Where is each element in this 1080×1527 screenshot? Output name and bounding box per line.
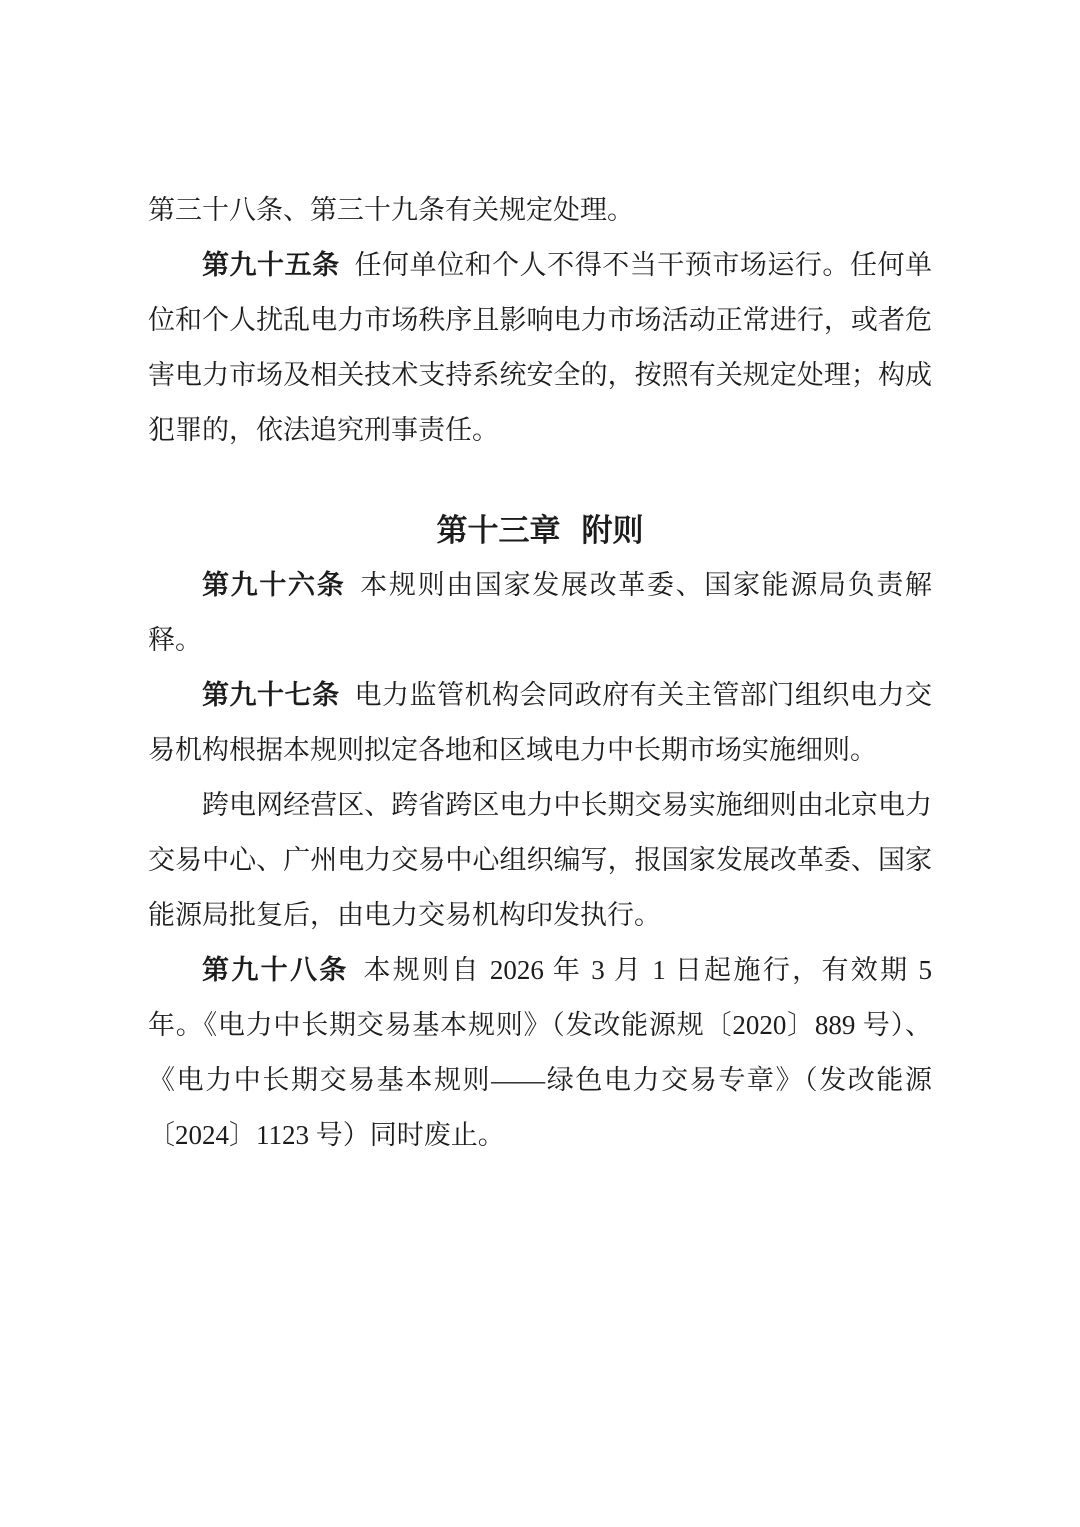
article-97-paragraph	[148, 668, 932, 778]
paragraph-text: 本规则自 2026 年 3 月 1 日起施行，有效期 5 年。《电力中长期交易基本规则》（发改能源规〔2020〕889 号）、《电力中长期交易基本规则——绿色电力交易专章》（发改能源〔2024〕1123 号）同时废止。	[148, 955, 933, 1150]
chapter-heading: 第十三章 附则	[436, 513, 644, 548]
paragraph-text: 第三十八条、第三十九条有关规定处理。	[148, 195, 634, 225]
article-number: 第九十八条	[202, 955, 349, 985]
paragraph-text: 跨电网经营区、跨省跨区电力中长期交易实施细则由北京电力交易中心、广州电力交易中心组织编写，报国家发展改革委、国家能源局批复后，由电力交易机构印发执行。	[148, 790, 932, 930]
document-content	[148, 183, 932, 1163]
paragraph-text: 本规则由国家发展改革委、国家能源局负责解释。	[148, 570, 933, 655]
article-number: 第九十六条	[202, 570, 346, 600]
article-95-paragraph	[148, 238, 932, 458]
article-98-paragraph	[148, 943, 932, 1163]
paragraph-text: 任何单位和个人不得不当干预市场运行。任何单位和个人扰乱电力市场秩序且影响电力市场活动正常进行，或者危害电力市场及相关技术支持系统安全的，按照有关规定处理；构成犯罪的，依法追究刑事责任。	[148, 250, 933, 445]
paragraph-continuation	[148, 183, 932, 238]
cross-grid-paragraph	[148, 778, 932, 943]
article-number: 第九十五条	[202, 250, 340, 280]
article-96-paragraph	[148, 558, 932, 668]
article-number: 第九十七条	[202, 680, 340, 710]
paragraph-text: 电力监管机构会同政府有关主管部门组织电力交易机构根据本规则拟定各地和区域电力中长期市场实施细则。	[148, 680, 933, 765]
